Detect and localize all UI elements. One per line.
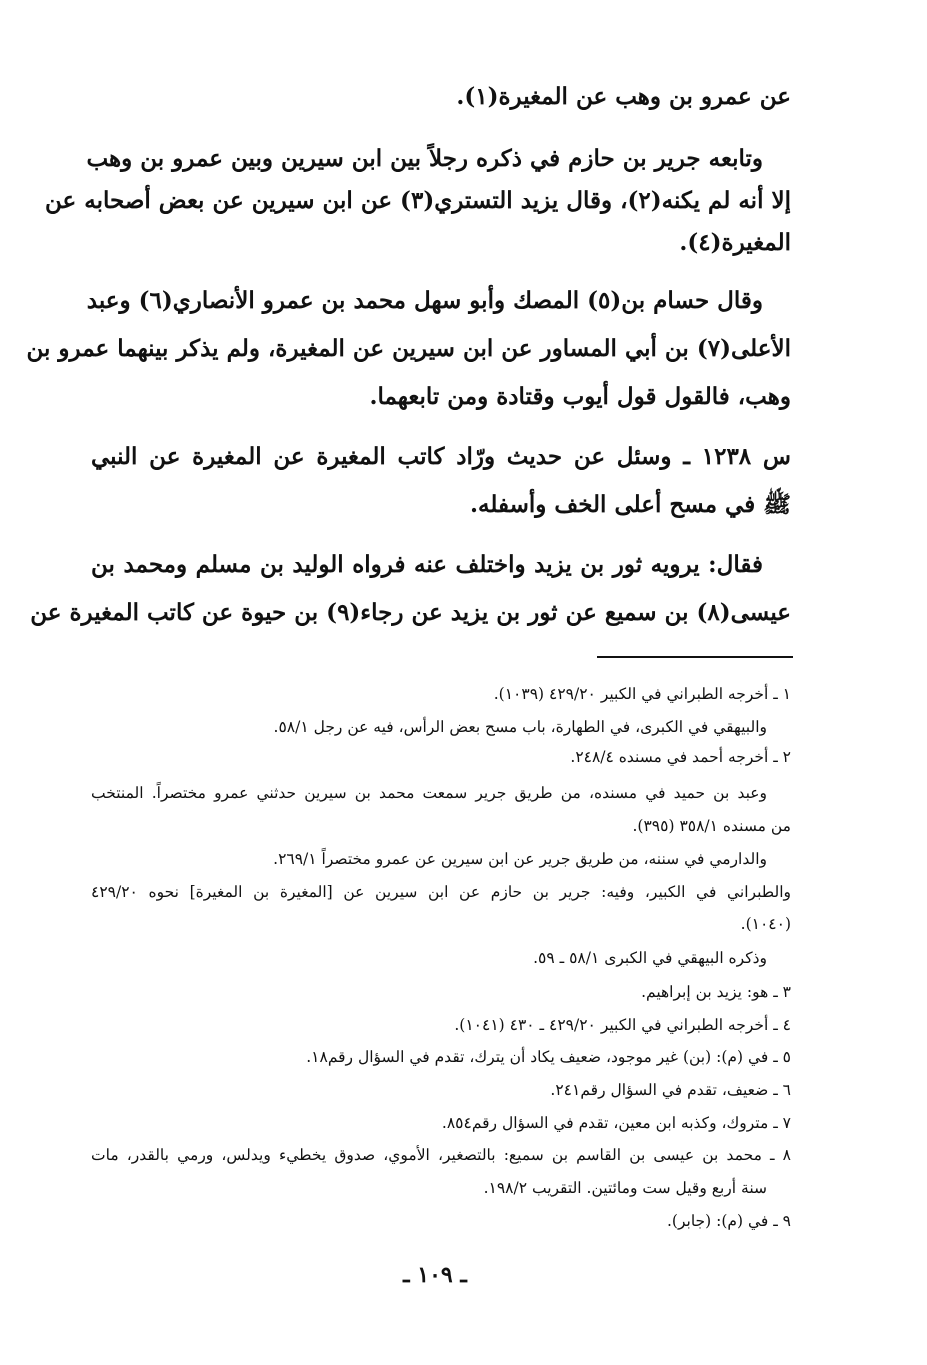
footnote: ٧ ـ متروك، وكذبه ابن معين، تقدم في السؤال رقم٨٥٤.	[441, 1114, 791, 1132]
footnote-continuation: والبيهقي في الكبرى، في الطهارة، باب مسح بعض الرأس، فيه عن رجل ٥٨/١.	[273, 718, 767, 736]
question-heading: س ١٢٣٨ ـ وسئل عن حديث ورّاد كاتب المغيرة عن المغيرة عن النبي	[91, 443, 791, 470]
body-line: إلا أنه لم يكنه(٢)، وقال يزيد التستري(٣) عن ابن سيرين عن بعض أصحابه عن	[45, 187, 791, 214]
footnote-continuation: (١٠٤٠).	[740, 915, 791, 933]
body-line: المغيرة(٤).	[679, 229, 791, 256]
page-number: ـ ١٠٩ ـ	[403, 1262, 467, 1288]
footnote: ٨ ـ محمد بن عيسى بن القاسم بن سميع: بالتصغير، الأموي، صدوق يخطيء ويدلس، ورمي بالقدر، مات	[91, 1146, 791, 1164]
footnote: ٩ ـ في (م): (جابر).	[666, 1212, 791, 1230]
footnote: ٥ ـ في (م): (بن) غير موجود، ضعيف يكاد أن يترك، تقدم في السؤال رقم١٨.	[306, 1048, 791, 1066]
body-line: وهب، فالقول قول أيوب وقتادة ومن تابعهما.	[369, 383, 791, 410]
footnote: ٦ ـ ضعيف، تقدم في السؤال رقم٢٤١.	[550, 1081, 791, 1099]
body-line: وقال حسام بن(٥) المصك وأبو سهل محمد بن عمرو الأنصاري(٦) وعبد	[86, 287, 763, 314]
footnote: ١ ـ أخرجه الطبراني في الكبير ٤٢٩/٢٠ (١٠٣٩).	[493, 685, 791, 703]
body-line: الأعلى(٧) بن أبي المساور عن ابن سيرين عن المغيرة، ولم يذكر بينهما عمرو بن	[26, 335, 791, 362]
body-line: ﷺ في مسح أعلى الخف وأسفله.	[470, 491, 791, 518]
body-line: فقال: يرويه ثور بن يزيد واختلف عنه فرواه الوليد بن مسلم ومحمد بن	[91, 551, 763, 578]
body-line: وتابعه جرير بن حازم في ذكره رجلاً بين ابن سيرين وبين عمرو بن وهب	[86, 145, 763, 172]
footnote-continuation: والدارمي في سننه، من طريق جرير عن ابن سيرين عن عمرو مختصراً ٢٦٩/١.	[273, 850, 767, 868]
body-line: عيسى(٨) بن سميع عن ثور بن يزيد عن رجاء(٩) بن حيوة عن كاتب المغيرة عن	[30, 599, 791, 626]
footnote: ٢ ـ أخرجه أحمد في مسنده ٢٤٨/٤.	[570, 748, 791, 766]
footnote-continuation: سنة أربع وقيل ست ومائتين. التقريب ١٩٨/٢.	[483, 1179, 767, 1197]
footnote-continuation: والطبراني في الكبير، وفيه: جرير بن حازم عن ابن سيرين عن [المغيرة بن المغيرة] نحوه ٤٢٩/٢٠	[91, 883, 791, 901]
footnote-separator	[597, 656, 793, 658]
footnote-continuation: وعبد بن حميد في مسنده، من طريق جرير سمعت محمد بن سيرين حدثني عمرو مختصراً. المنتخب	[91, 784, 767, 802]
body-line: عن عمرو بن وهب عن المغيرة(١).	[456, 83, 791, 110]
footnote: ٣ ـ هو: يزيد بن إبراهيم.	[641, 983, 791, 1001]
footnote-continuation: من مسنده ٣٥٨/١ (٣٩٥).	[632, 817, 791, 835]
footnote: ٤ ـ أخرجه الطبراني في الكبير ٤٢٩/٢٠ ـ ٤٣٠ (١٠٤١).	[454, 1016, 791, 1034]
footnote-continuation: وذكره البيهقي في الكبرى ٥٨/١ ـ ٥٩.	[533, 949, 767, 967]
